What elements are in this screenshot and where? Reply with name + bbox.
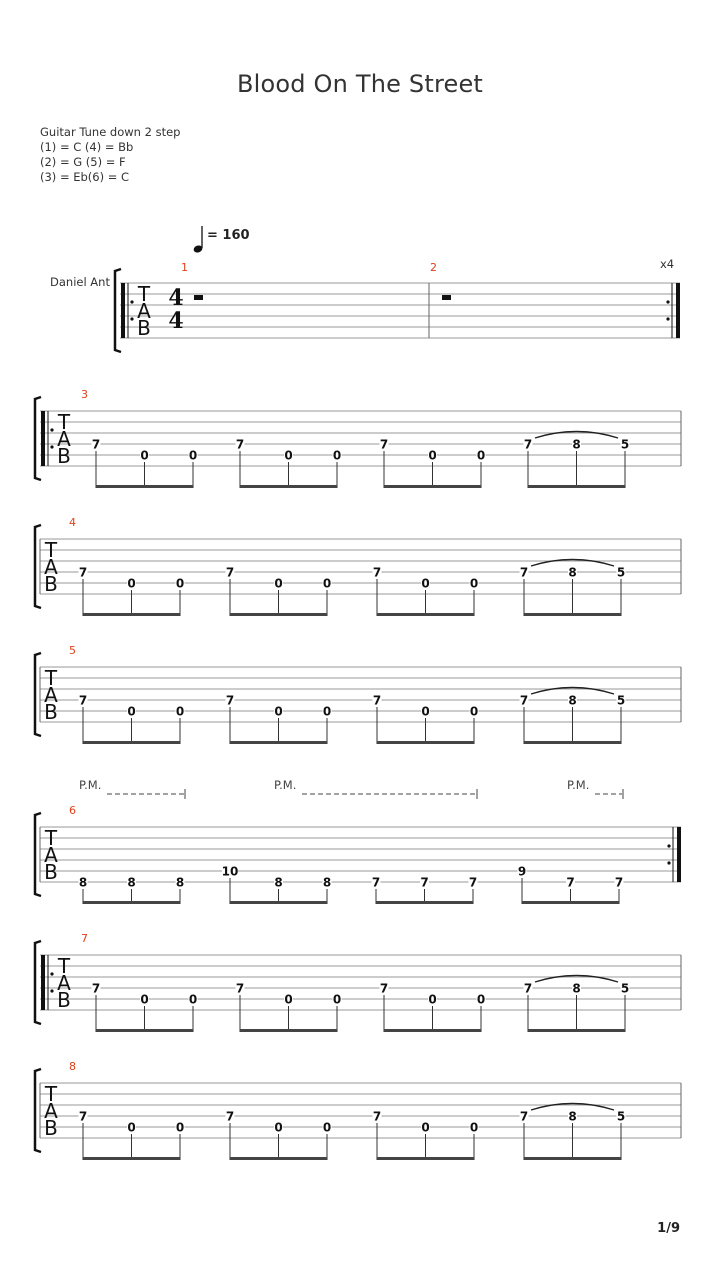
note-beam: [240, 485, 337, 488]
whole-rest: [442, 295, 451, 300]
fret-number: 0: [127, 1120, 136, 1135]
fret-number: 0: [274, 576, 283, 591]
fret-number: 0: [140, 992, 149, 1007]
fret-number: 0: [274, 1120, 283, 1135]
repeat-dot: [50, 989, 53, 992]
fret-number: 7: [372, 1109, 382, 1124]
fret-number: 5: [620, 437, 630, 452]
repeat-end-thick-bar: [676, 283, 680, 338]
note-beam: [240, 1029, 337, 1032]
note-beam: [528, 1029, 625, 1032]
fret-number: 5: [616, 693, 626, 708]
tuning-line: (3) = Eb(6) = C: [40, 170, 130, 184]
page-number: 1/9: [657, 1221, 680, 1236]
fret-number: 7: [468, 875, 478, 890]
fret-number: 7: [614, 875, 624, 890]
fret-number: 0: [175, 576, 185, 591]
note-beam: [376, 901, 473, 904]
fret-number: 0: [476, 992, 486, 1007]
fret-number: 8: [568, 1109, 577, 1124]
repeat-dot: [50, 428, 53, 431]
fret-number: 8: [572, 437, 581, 452]
repeat-dot: [667, 861, 670, 864]
repeat-dot: [130, 317, 133, 320]
tab-clef-a: A: [44, 683, 58, 707]
measure-number: 8: [69, 1060, 76, 1073]
tempo-marking: = 160: [207, 228, 250, 243]
note-beam: [230, 1157, 327, 1160]
measure-number: 5: [69, 644, 76, 657]
tuning-line: (2) = G (5) = F: [40, 155, 126, 169]
fret-number: 7: [379, 437, 389, 452]
fret-number: 9: [517, 864, 527, 879]
fret-number: 8: [274, 875, 283, 890]
fret-number: 7: [519, 565, 529, 580]
repeat-count: x4: [660, 257, 675, 271]
measure-number: 4: [69, 516, 76, 529]
fret-number: 7: [225, 565, 235, 580]
repeat-dot: [666, 300, 669, 303]
tab-clef-b: B: [44, 700, 58, 724]
system-bracket: [35, 397, 41, 480]
song-title: Blood On The Street: [236, 70, 484, 98]
fret-number: 7: [225, 1109, 235, 1124]
note-beam: [83, 1157, 180, 1160]
note-beam: [230, 901, 327, 904]
palm-mute-label: P.M.: [274, 778, 297, 792]
whole-rest: [194, 295, 203, 300]
note-beam: [522, 901, 619, 904]
tab-clef-b: B: [44, 572, 58, 596]
tab-clef-b: B: [44, 1116, 58, 1140]
note-beam: [524, 613, 621, 616]
fret-number: 0: [421, 1120, 430, 1135]
measure-number: 2: [430, 261, 437, 274]
fret-number: 7: [78, 1109, 88, 1124]
fret-number: 8: [175, 875, 185, 890]
note-beam: [96, 1029, 193, 1032]
fret-number: 0: [332, 992, 342, 1007]
fret-number: 0: [175, 704, 185, 719]
fret-number: 0: [421, 704, 430, 719]
fret-number: 7: [523, 981, 533, 996]
fret-number: 7: [371, 875, 381, 890]
time-signature-top: 4: [168, 285, 184, 311]
fret-number: 0: [469, 1120, 479, 1135]
fret-number: 5: [620, 981, 630, 996]
fret-number: 5: [616, 565, 626, 580]
fret-number: 7: [235, 981, 245, 996]
fret-number: 0: [140, 448, 149, 463]
tab-clef-a: A: [57, 427, 71, 451]
note-beam: [528, 485, 625, 488]
note-beam: [524, 1157, 621, 1160]
tab-clef-b: B: [137, 316, 151, 340]
palm-mute-label: P.M.: [79, 778, 102, 792]
repeat-end-thick-bar: [677, 827, 681, 882]
measure-number: 7: [81, 932, 88, 945]
repeat-dot: [130, 300, 133, 303]
note-beam: [377, 613, 474, 616]
system-bracket: [115, 269, 121, 352]
fret-number: 7: [78, 565, 88, 580]
fret-number: 0: [127, 704, 136, 719]
measure-number: 1: [181, 261, 188, 274]
tab-clef-a: A: [137, 299, 151, 323]
repeat-dot: [50, 445, 53, 448]
repeat-start-thick-bar: [41, 411, 45, 466]
fret-number: 7: [372, 693, 382, 708]
fret-number: 7: [523, 437, 533, 452]
fret-number: 0: [175, 1120, 185, 1135]
repeat-start-thick-bar: [121, 283, 125, 338]
fret-number: 0: [322, 704, 332, 719]
note-beam: [230, 613, 327, 616]
repeat-dot: [50, 972, 53, 975]
fret-number: 0: [469, 704, 479, 719]
fret-number: 0: [428, 992, 437, 1007]
tab-clef-a: A: [44, 555, 58, 579]
fret-number: 7: [225, 693, 235, 708]
fret-number: 0: [284, 992, 293, 1007]
fret-number: 7: [379, 981, 389, 996]
fret-number: 8: [568, 693, 577, 708]
fret-number: 0: [476, 448, 486, 463]
tuning-line: Guitar Tune down 2 step: [40, 125, 181, 139]
measure-number: 3: [81, 388, 88, 401]
tab-clef-t: T: [44, 538, 58, 562]
fret-number: 0: [127, 576, 136, 591]
fret-number: 7: [78, 693, 88, 708]
fret-number: 8: [572, 981, 581, 996]
note-beam: [230, 741, 327, 744]
fret-number: 7: [91, 437, 101, 452]
repeat-dot: [666, 317, 669, 320]
system-bracket: [35, 941, 41, 1024]
fret-number: 7: [566, 875, 575, 890]
tab-clef-b: B: [57, 988, 71, 1012]
fret-number: 0: [188, 992, 198, 1007]
palm-mute-label: P.M.: [567, 778, 590, 792]
tab-clef-a: A: [57, 971, 71, 995]
repeat-start-thick-bar: [41, 955, 45, 1010]
fret-number: 8: [78, 875, 88, 890]
fret-number: 0: [332, 448, 342, 463]
fret-number: 0: [322, 576, 332, 591]
fret-number: 8: [568, 565, 577, 580]
note-beam: [83, 901, 180, 904]
fret-number: 0: [322, 1120, 332, 1135]
fret-number: 7: [519, 1109, 529, 1124]
note-beam: [96, 485, 193, 488]
tuning-line: (1) = C (4) = Bb: [40, 140, 134, 154]
note-beam: [83, 613, 180, 616]
tab-clef-a: A: [44, 843, 58, 867]
tab-clef-t: T: [44, 1082, 58, 1106]
fret-number: 8: [322, 875, 332, 890]
fret-number: 5: [616, 1109, 626, 1124]
note-beam: [83, 741, 180, 744]
note-beam: [377, 1157, 474, 1160]
time-signature-bottom: 4: [168, 308, 184, 334]
fret-number: 0: [274, 704, 283, 719]
fret-number: 0: [421, 576, 430, 591]
fret-number: 0: [428, 448, 437, 463]
note-beam: [524, 741, 621, 744]
note-beam: [377, 741, 474, 744]
fret-number: 7: [519, 693, 529, 708]
instrument-name: Daniel Ant: [50, 275, 110, 289]
tab-clef-a: A: [44, 1099, 58, 1123]
fret-number: 7: [420, 875, 429, 890]
repeat-dot: [667, 844, 670, 847]
fret-number: 10: [221, 864, 239, 879]
fret-number: 0: [188, 448, 198, 463]
tab-clef-b: B: [57, 444, 71, 468]
note-beam: [384, 485, 481, 488]
fret-number: 0: [469, 576, 479, 591]
fret-number: 7: [372, 565, 382, 580]
tab-clef-t: T: [57, 410, 71, 434]
tab-clef-b: B: [44, 860, 58, 884]
fret-number: 7: [91, 981, 101, 996]
tab-clef-t: T: [44, 666, 58, 690]
tab-clef-t: T: [57, 954, 71, 978]
tab-clef-t: T: [44, 826, 58, 850]
measure-number: 6: [69, 804, 76, 817]
note-beam: [384, 1029, 481, 1032]
tab-clef-t: T: [137, 282, 151, 306]
fret-number: 7: [235, 437, 245, 452]
fret-number: 0: [284, 448, 293, 463]
fret-number: 8: [127, 875, 136, 890]
